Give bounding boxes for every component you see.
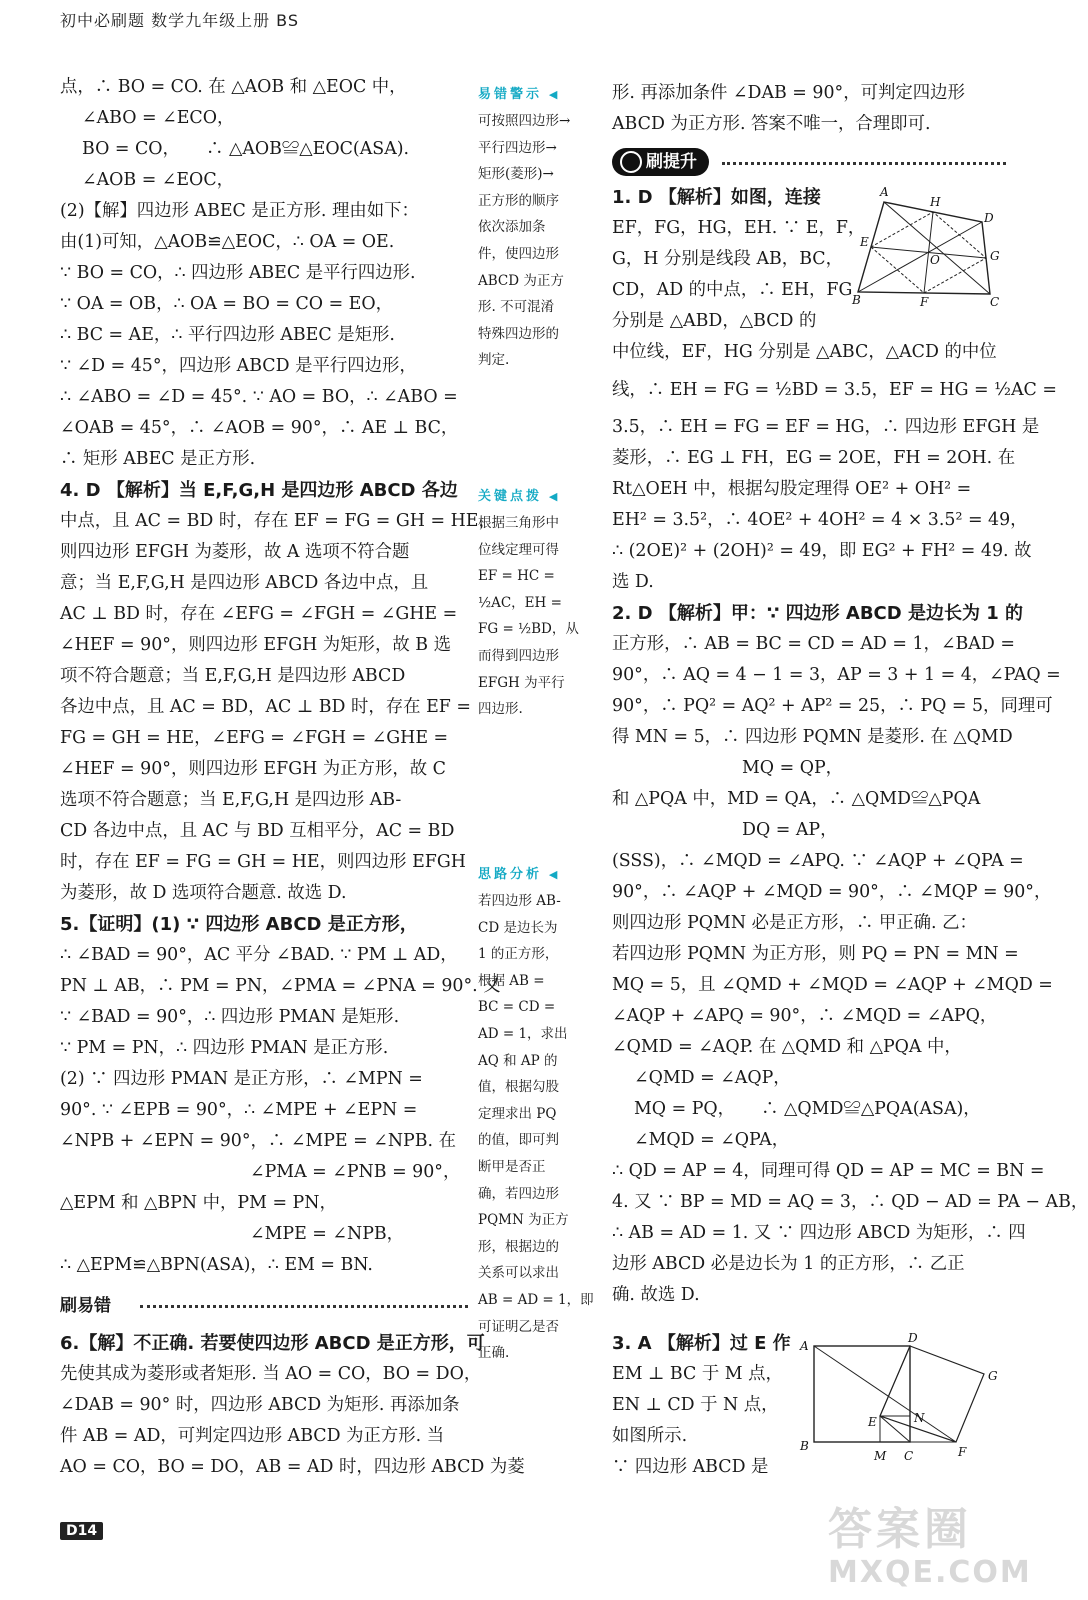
text-line: ∵ PM = PN，∴ 四边形 PMAN 是正方形. <box>60 1038 389 1058</box>
text-line: 确. 故选 D. <box>612 1285 700 1305</box>
text-line: ∠AOB = ∠EOC， <box>82 170 235 190</box>
text-line: 4. 又 ∵ BP = MD = AQ = 3，∴ QD − AD = PA − AB， <box>612 1192 1088 1212</box>
side-note-line: 形. 不可混淆 <box>478 299 555 316</box>
side-note-line: AD = 1，求出 <box>478 1025 568 1042</box>
text-line: 为菱形，故 D 选项符合题意. 故选 D. <box>60 883 347 903</box>
diagonal-bd <box>858 222 982 292</box>
right-column-main <box>612 337 1088 1311</box>
text-line: ∠HEF = 90°，则四边形 EFGH 为正方形，故 C <box>60 759 446 779</box>
section-divider <box>140 1305 468 1308</box>
text-line: 意；当 E,F,G,H 是四边形 ABCD 各边中点，且 <box>60 573 429 593</box>
right-column-top <box>612 78 1007 140</box>
text-line: 中点，且 AC = BD 时，存在 EF = FG = GH = HE， <box>60 511 496 531</box>
text-line: AO = CO，BO = DO，AB = AD 时，四边形 ABCD 为菱 <box>60 1457 525 1477</box>
side-note-line: 定理求出 PQ <box>478 1105 557 1122</box>
figure-quadrilateral-midpoints <box>850 182 1008 312</box>
question-6-head: 6.【解】不正确. 若要使四边形 ABCD 是正方形，可 <box>60 1333 485 1354</box>
side-note-line: CD 是边长为 <box>478 919 558 936</box>
text-line: △EPM 和 △BPN 中，PM = PN， <box>60 1193 337 1213</box>
text-line: CD 各边中点，且 AC 与 BD 互相平分，AC = BD <box>60 821 455 841</box>
text-line: 菱形，∴ EG ⊥ FH，EG = 2OE，FH = 2OH. 在 <box>612 448 1016 468</box>
text-line: ∴ 矩形 ABEC 是正方形. <box>60 449 256 469</box>
text-line: 90°，∴ AQ = 4 − 1 = 3，AP = 3 + 1 = 4，∠PAQ = <box>612 665 1061 685</box>
side-note-line: 正方形的顺序 <box>478 192 559 209</box>
side-note-line: EFGH 为平行 <box>478 674 565 691</box>
side-note-line: 特殊四边形的 <box>478 325 559 342</box>
text-line: 若四边形 PQMN 为正方形，则 PQ = PN = MN = <box>612 944 1019 964</box>
segment-ec <box>880 1416 910 1442</box>
text-line: (2)【解】四边形 ABEC 是正方形. 理由如下： <box>60 201 419 221</box>
text-line: MQ = PQ， ∴ △QMD≌△PQA(ASA)， <box>634 1099 981 1119</box>
text-line: ∠QMD = ∠AQP. 在 △QMD 和 △PQA 中， <box>612 1037 962 1057</box>
point-label: A <box>880 185 889 199</box>
side-note-line: 根据 AB = <box>478 972 545 989</box>
text-line: 3.5，∴ EH = FG = EF = HG，∴ 四边形 EFGH 是 <box>612 417 1040 437</box>
side-note-line: 可证明乙是否 <box>478 1318 559 1335</box>
text-line: ∵ 四边形 ABCD 是 <box>612 1457 769 1477</box>
side-note-line: 可按照四边形→ <box>478 113 571 129</box>
segment-de <box>880 1346 910 1416</box>
text-line: ∠NPB + ∠EPN = 90°，∴ ∠MPE = ∠NPB. 在 <box>60 1131 456 1151</box>
section-badge <box>612 148 709 176</box>
text-line: 和 △PQA 中，MD = QA，∴ △QMD≌△PQA <box>612 789 981 809</box>
text-line: ∠HEF = 90°，则四边形 EFGH 为矩形，故 B 选 <box>60 635 451 655</box>
text-line: ABCD 为正方形. 答案不唯一，合理即可. <box>612 114 931 134</box>
text-line: EM ⊥ BC 于 M 点， <box>612 1364 783 1384</box>
question-5-head: 5.【证明】(1) ∵ 四边形 ABCD 是正方形， <box>60 914 418 935</box>
side-note-title: 关键点拨 ◀ <box>478 484 586 510</box>
side-note-line: 判定. <box>478 352 510 369</box>
text-line: FG = GH = HE，∠EFG = ∠FGH = ∠GHE = <box>60 728 449 748</box>
watermark-text: 答案圈 <box>828 1504 972 1555</box>
text-line: 项不符合题意；当 E,F,G,H 是四边形 ABCD <box>60 666 406 686</box>
text-line: (SSS)，∴ ∠MQD = ∠APQ. ∵ ∠AQP + ∠QPA = <box>612 851 1024 871</box>
side-note-line: 而得到四边形 <box>478 647 559 664</box>
text-line: ∴ △EPM≌△BPN(ASA)，∴ EM = BN. <box>60 1255 373 1275</box>
text-line: ∠MQD = ∠QPA， <box>634 1130 790 1150</box>
point-label: C <box>990 295 1000 309</box>
point-label: F <box>958 1445 967 1459</box>
text-line: 边形 ABCD 必是边长为 1 的正方形，∴ 乙正 <box>612 1254 965 1274</box>
text-line: PN ⊥ AB，∴ PM = PN，∠PMA = ∠PNA = 90°. 又 <box>60 976 501 996</box>
text-line: 件 AB = AD，可判定四边形 ABCD 为正方形. 当 <box>60 1426 445 1446</box>
text-line: 时，存在 EF = FG = GH = HE，则四边形 EFGH <box>60 852 466 872</box>
side-note-line: 正确. <box>478 1345 510 1362</box>
side-note-line: 件，使四边形 <box>478 245 559 262</box>
text-line: 中位线，EF，HG 分别是 △ABC，△ACD 的中位 <box>612 342 997 362</box>
side-note-line: ABCD 为正方 <box>478 272 564 289</box>
text-line: ∵ ∠D = 45°，四边形 ABCD 是平行四边形， <box>60 356 417 376</box>
text-line: DQ = AP， <box>742 820 838 840</box>
text-line: ∵ OA = OB，∴ OA = BO = CO = EO， <box>60 294 394 314</box>
text-line: EN ⊥ CD 于 N 点， <box>612 1395 779 1415</box>
text-line: 则四边形 EFGH 为菱形，故 A 选项不符合题 <box>60 542 410 562</box>
text-line: CD，AD 的中点，∴ EH，FG <box>612 280 853 300</box>
page-number: D14 <box>60 1522 103 1540</box>
section-title: 刷提升 <box>646 152 697 172</box>
side-note-line: EF = HC = <box>478 568 555 585</box>
square-dgfe <box>880 1346 984 1442</box>
text-line: ∴ QD = AP = 4，同理可得 QD = AP = MC = BN = <box>612 1161 1045 1181</box>
text-line: MQ = 5，且 ∠QMD + ∠MQD = ∠AQP + ∠MQD = <box>612 975 1053 995</box>
side-note-analysis <box>478 858 594 1367</box>
side-note-line: 位线定理可得 <box>478 541 559 558</box>
point-label: F <box>920 295 929 309</box>
side-note-line: 依次添加条 <box>478 219 546 236</box>
text-line: ∠AQP + ∠APQ = 90°，∴ ∠MQD = ∠APQ， <box>612 1006 998 1026</box>
text-line: ∠MPE = ∠NPB， <box>250 1224 405 1244</box>
side-note-key-points <box>478 480 586 723</box>
text-line: MQ = QP， <box>742 758 844 778</box>
text-line: 选 D. <box>612 572 654 592</box>
section-easy-errors: 刷易错 <box>60 1296 111 1316</box>
text-line: 正方形，∴ AB = BC = CD = AD = 1，∠BAD = <box>612 634 1015 654</box>
text-line: ∠DAB = 90° 时，四边形 ABCD 为矩形. 再添加条 <box>60 1395 460 1415</box>
point-label: C <box>904 1449 914 1463</box>
text-line: AC ⊥ BD 时，存在 ∠EFG = ∠FGH = ∠GHE = <box>60 604 458 624</box>
text-line: ∴ (2OE)² + (2OH)² = 49，即 EG² + FH² = 49. 故 <box>612 541 1032 561</box>
side-note-line: 关系可以求出 <box>478 1265 559 1282</box>
text-line: 90°. ∵ ∠EPB = 90°，∴ ∠MPE + ∠EPN = <box>60 1100 418 1120</box>
side-note-line: 矩形(菱形)→ <box>478 166 554 183</box>
side-note-line: 平行四边形→ <box>478 139 557 156</box>
side-note-line: PQMN 为正方 <box>478 1212 569 1229</box>
text-line: 分别是 △ABD，△BCD 的 <box>612 311 817 331</box>
point-label: H <box>930 195 941 209</box>
text-line: 90°，∴ ∠AQP + ∠MQD = 90°，∴ ∠MQP = 90°， <box>612 882 1052 902</box>
point-label: B <box>852 293 861 307</box>
text-line: BO = CO， ∴ △AOB≌△EOC(ASA). <box>82 139 410 159</box>
text-line: ∠ABO = ∠ECO， <box>82 108 235 128</box>
point-label: A <box>800 1339 809 1353</box>
segment-af <box>814 1346 956 1442</box>
text-line: (2) ∵ 四边形 PMAN 是正方形，∴ ∠MPN = <box>60 1069 423 1089</box>
text-line: Rt△OEH 中，根据勾股定理得 OE² + OH² = <box>612 479 972 499</box>
point-label: D <box>908 1331 918 1345</box>
point-label: N <box>914 1411 925 1425</box>
section-divider <box>722 162 1006 165</box>
point-label: G <box>990 249 1000 263</box>
right-column-q3 <box>612 1328 792 1483</box>
side-note-line: 四边形. <box>478 701 523 718</box>
text-line: ∵ ∠BAD = 90°，∴ 四边形 PMAN 是矩形. <box>60 1007 400 1027</box>
side-note-line: 确，若四边形 <box>478 1185 559 1202</box>
point-label: B <box>800 1439 809 1453</box>
question-3-head: 3. A 【解析】过 E 作 <box>612 1333 791 1354</box>
watermark <box>828 1505 1038 1597</box>
text-line: EF，FG，HG，EH. ∵ E，F， <box>612 218 866 238</box>
left-column-bottom <box>60 1328 525 1483</box>
text-line: 得 MN = 5，∴ 四边形 PQMN 是菱形. 在 △QMD <box>612 727 1013 747</box>
text-line: EH² = 3.5²，∴ 4OE² + 4OH² = 4 × 3.5² = 49， <box>612 510 1028 530</box>
text-line: ∴ BC = AE，∴ 平行四边形 ABEC 是矩形. <box>60 325 395 345</box>
point-label: O <box>930 253 940 267</box>
side-note-line: AB = AD = 1，即 <box>478 1291 594 1308</box>
point-label: M <box>874 1449 887 1463</box>
side-note-line: 断甲是否正 <box>478 1158 546 1175</box>
text-line: ∠PMA = ∠PNB = 90°， <box>250 1162 461 1182</box>
side-note-line: BC = CD = <box>478 999 556 1016</box>
text-line: 则四边形 PQMN 必是正方形，∴ 甲正确. 乙： <box>612 913 977 933</box>
question-4-head: 4. D 【解析】当 E,F,G,H 是四边形 ABCD 各边 <box>60 480 458 501</box>
text-line: ∠OAB = 45°，∴ ∠AOB = 90°，∴ AE ⊥ BC， <box>60 418 459 438</box>
right-column-q1-narrow <box>612 182 866 337</box>
page-header: 初中必刷题 数学九年级上册 BS <box>60 11 300 30</box>
text-line: 先使其成为菱形或者矩形. 当 AO = CO，BO = DO， <box>60 1364 482 1384</box>
text-line: ∠QMD = ∠AQP， <box>634 1068 791 1088</box>
text-line: ∵ BO = CO，∴ 四边形 ABEC 是平行四边形. <box>60 263 416 283</box>
side-note-line: 的值，即可判 <box>478 1132 559 1149</box>
question-1-head: 1. D 【解析】如图，连接 <box>612 187 821 208</box>
point-label: E <box>868 1415 877 1429</box>
side-note-line: FG = ½BD，从 <box>478 621 579 638</box>
text-line: 形. 再添加条件 ∠DAB = 90°，可判定四边形 <box>612 83 965 103</box>
question-2-head: 2. D 【解析】甲：∵ 四边形 ABCD 是边长为 1 的 <box>612 603 1024 624</box>
side-note-error-warning <box>478 78 586 374</box>
watermark-url: MXQE.COM <box>828 1555 1032 1590</box>
text-line: 点，∴ BO = CO. 在 △AOB 和 △EOC 中， <box>60 77 407 97</box>
point-label: E <box>860 235 869 249</box>
text-line: 线，∴ EH = FG = ½BD = 3.5，EF = HG = ½AC = <box>612 380 1057 400</box>
text-line: 各边中点，且 AC = BD，AC ⊥ BD 时，存在 EF = <box>60 697 471 717</box>
text-line: 90°，∴ PQ² = AQ² + AP² = 25，∴ PQ = 5，同理可 <box>612 696 1053 716</box>
point-label: G <box>988 1369 998 1383</box>
text-line: 由(1)可知，△AOB≌△EOC，∴ OA = OE. <box>60 232 395 252</box>
side-note-line: 若四边形 AB- <box>478 893 561 909</box>
brush-icon <box>620 151 642 173</box>
text-line: ∴ ∠ABO = ∠D = 45°. ∵ AO = BO，∴ ∠ABO = <box>60 387 458 407</box>
side-note-title: 思路分析 ◀ <box>478 862 586 888</box>
text-line: 如图所示. <box>612 1426 688 1446</box>
side-note-title: 易错警示 ◀ <box>478 82 586 108</box>
point-label: D <box>984 211 994 225</box>
text-line: G，H 分别是线段 AB，BC， <box>612 249 843 269</box>
side-note-line: 形，根据边的 <box>478 1238 559 1255</box>
side-note-line: 1 的正方形， <box>478 946 559 963</box>
text-line: ∴ AB = AD = 1. 又 ∵ 四边形 ABCD 为矩形，∴ 四 <box>612 1223 1026 1243</box>
square-abcd <box>814 1346 910 1442</box>
side-note-line: 值，根据勾股 <box>478 1079 559 1096</box>
side-note-line: 根据三角形中 <box>478 515 559 531</box>
side-note-line: ½AC，EH = <box>478 594 562 611</box>
text-line: 选项不符合题意；当 E,F,G,H 是四边形 AB- <box>60 790 402 810</box>
figure-square-construction <box>796 1330 1008 1466</box>
text-line: ∴ ∠BAD = 90°，AC 平分 ∠BAD. ∵ PM ⊥ AD， <box>60 945 458 965</box>
side-note-line: AQ 和 AP 的 <box>478 1052 558 1069</box>
